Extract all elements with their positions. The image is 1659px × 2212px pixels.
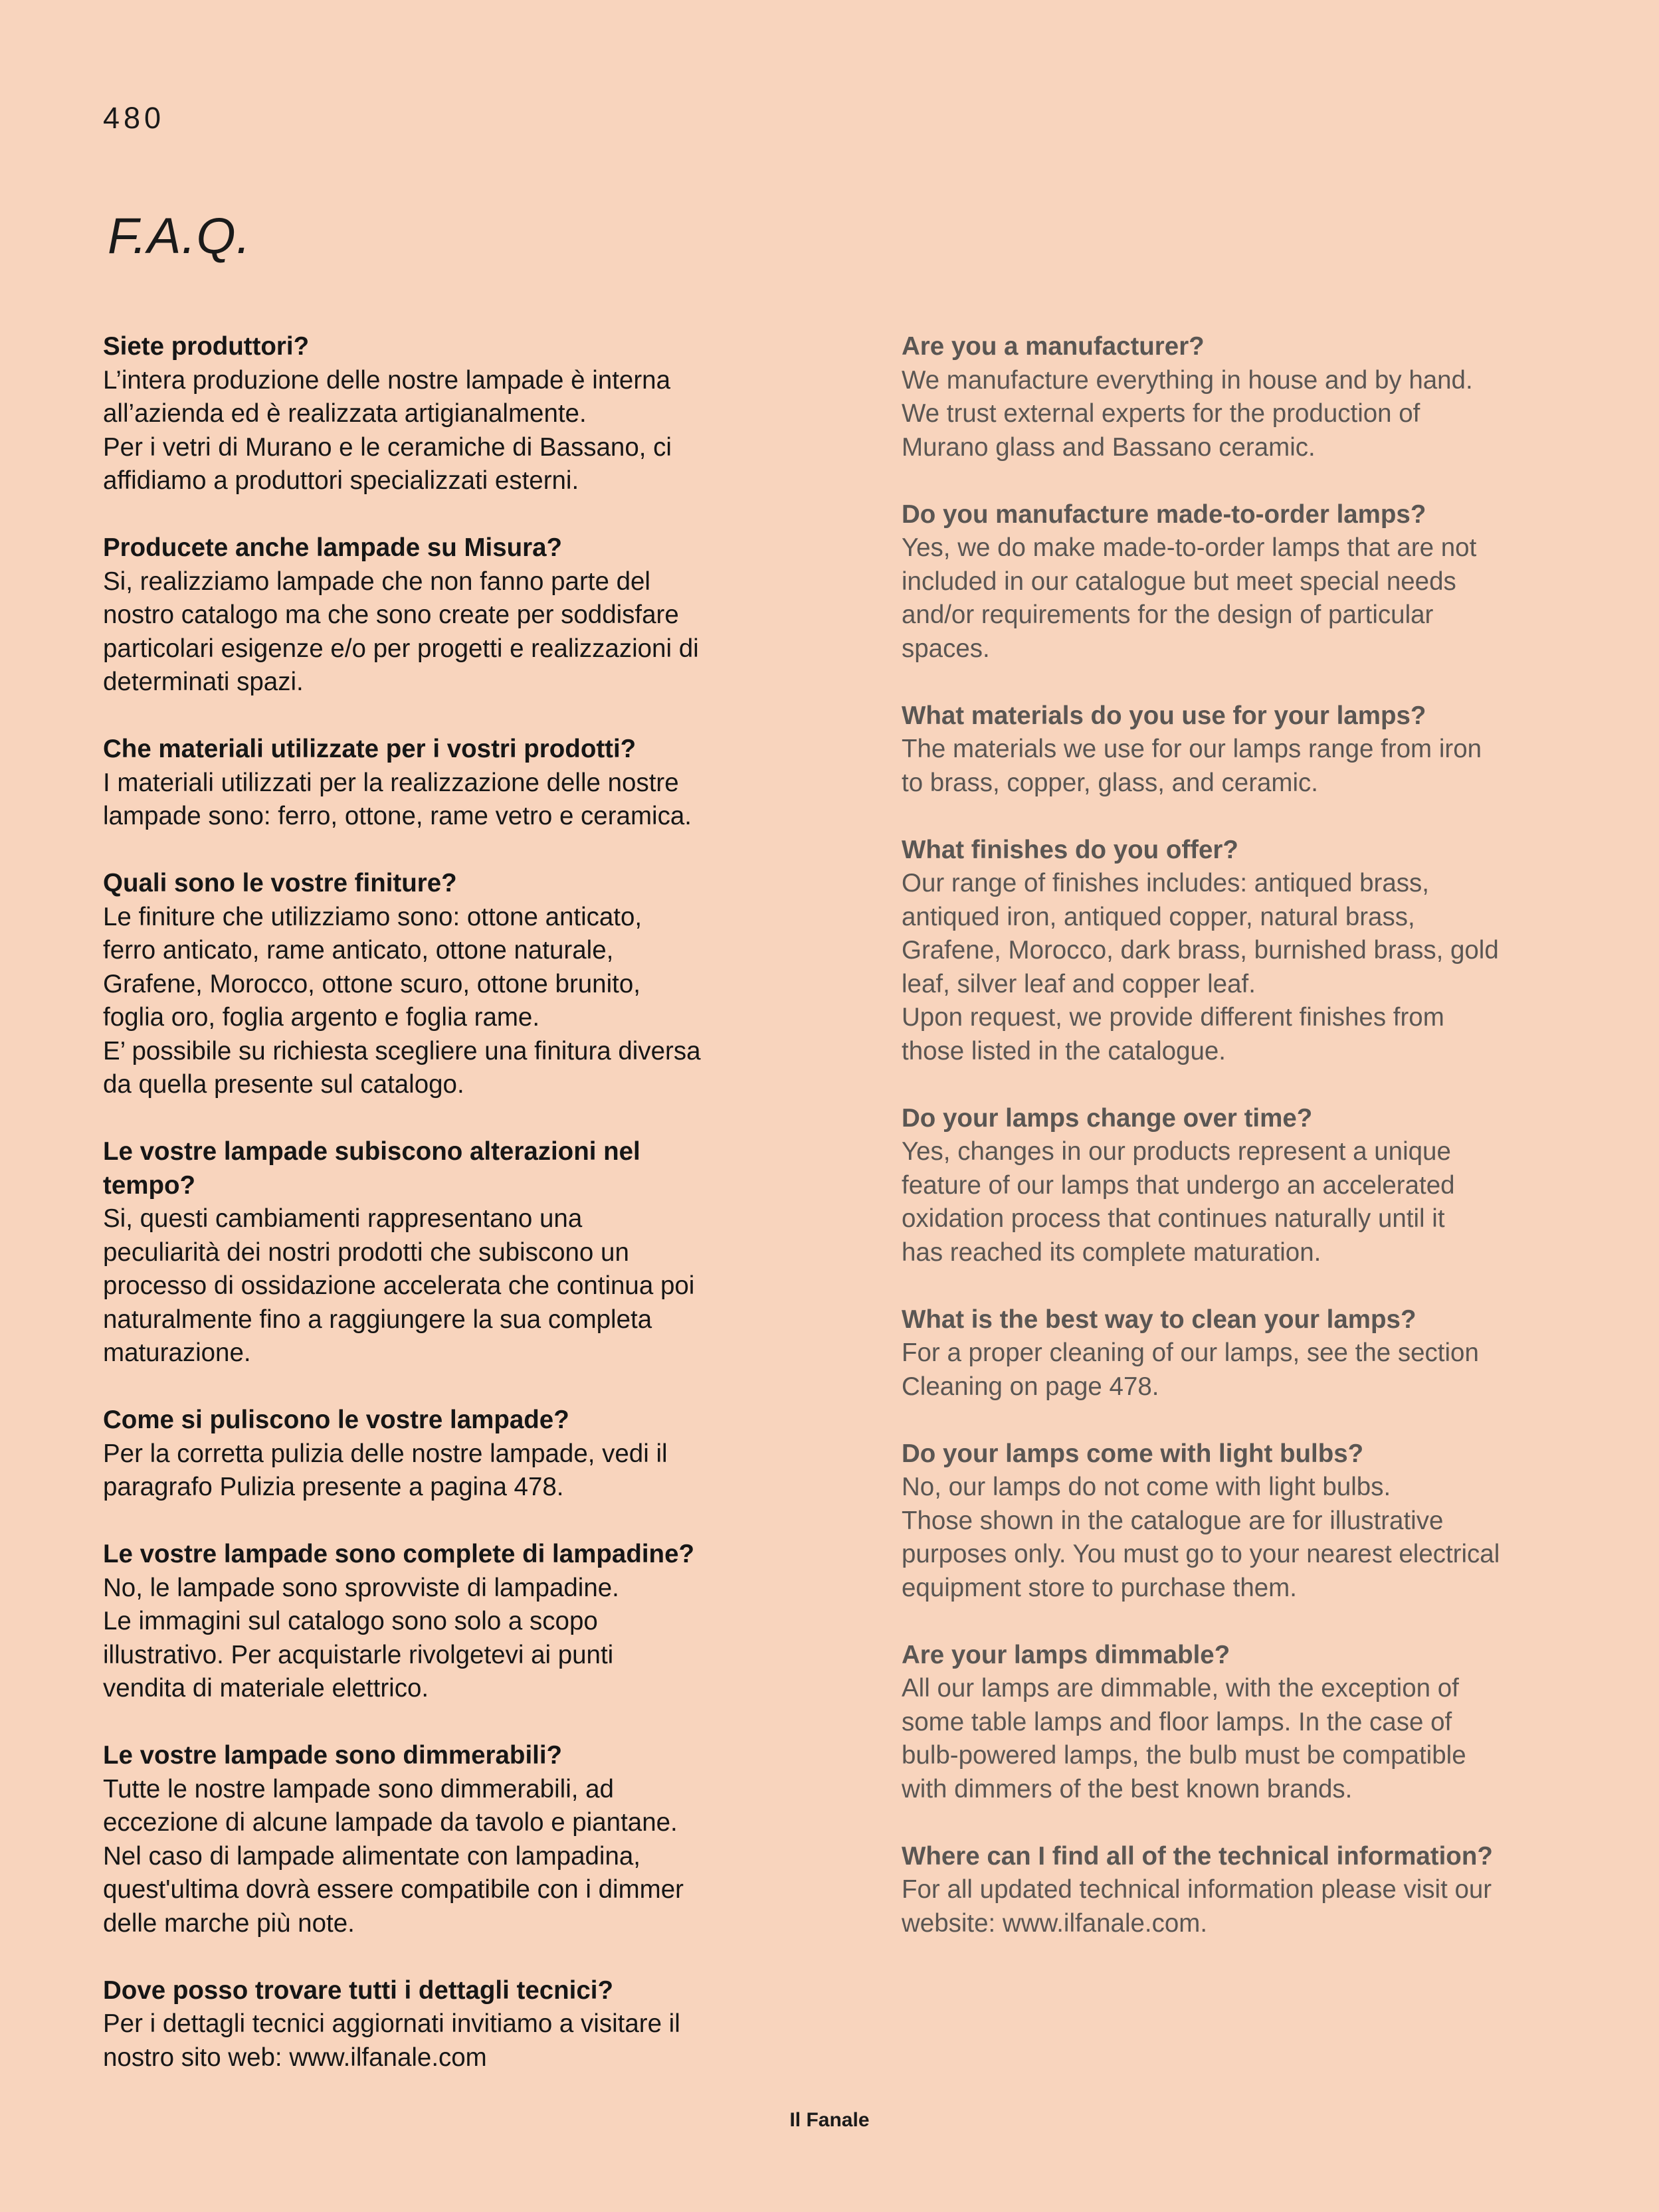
faq-item	[103, 733, 781, 834]
faq-item	[103, 1974, 781, 2075]
faq-question: What finishes do you offer?	[902, 835, 1238, 864]
faq-item	[103, 867, 781, 1102]
faq-item	[902, 834, 1579, 1069]
faq-question: Quali sono le vostre finiture?	[103, 869, 457, 897]
faq-item	[902, 1102, 1579, 1270]
faq-answer: Tutte le nostre lampade sono dimmerabili, ad eccezione di alcune lampade da tavolo e piantane. Nel caso di lampade alimentate con lampadina, quest'ultima dovrà essere compatibile con i dimmer delle marche più note.	[103, 1774, 684, 1938]
faq-item	[103, 330, 781, 498]
faq-question: What materials do you use for your lamps?	[902, 701, 1426, 730]
faq-question: Dove posso trovare tutti i dettagli tecnici?	[103, 1976, 613, 2005]
faq-question: What is the best way to clean your lamps?	[902, 1305, 1416, 1334]
faq-question: Le vostre lampade sono complete di lampadine?	[103, 1540, 694, 1568]
faq-item	[902, 330, 1579, 464]
faq-column-italian	[103, 330, 781, 2108]
faq-item	[902, 699, 1579, 800]
faq-question: Producete anche lampade su Misura?	[103, 533, 563, 562]
faq-item	[902, 1437, 1579, 1606]
faq-item	[103, 1538, 781, 1706]
faq-item	[103, 531, 781, 699]
faq-question: Le vostre lampade sono dimmerabili?	[103, 1741, 563, 1770]
faq-question: Siete produttori?	[103, 332, 310, 361]
faq-answer: I materiali utilizzati per la realizzazione delle nostre lampade sono: ferro, ottone, rame vetro e ceramica.	[103, 768, 692, 830]
faq-answer: No, le lampade sono sprovviste di lampadine. Le immagini sul catalogo sono solo a scopo illustrativo. Per acquistarle rivolgetevi ai punti vendita di materiale elettrico.	[103, 1573, 619, 1703]
faq-answer: L’intera produzione delle nostre lampade è interna all’azienda ed è realizzata artigianalmente. Per i vetri di Murano e le ceramiche di Bassano, ci affidiamo a produttori specializzati esterni.	[103, 365, 672, 495]
faq-item	[902, 1303, 1579, 1404]
faq-question: Come si puliscono le vostre lampade?	[103, 1406, 569, 1434]
faq-answer: Our range of finishes includes: antiqued brass, antiqued iron, antiqued copper, natural brass, Grafene, Morocco, dark brass, burnished brass, gold leaf, silver leaf and copper leaf. Upon request, we provide different finishes from those listed in the catalogue.	[902, 869, 1499, 1065]
faq-answer: All our lamps are dimmable, with the exception of some table lamps and floor lamps. In the case of bulb-powered lamps, the bulb must be compatible with dimmers of the best known brands.	[902, 1674, 1466, 1803]
faq-answer: We manufacture everything in house and by hand. We trust external experts for the production of Murano glass and Bassano ceramic.	[902, 365, 1473, 462]
faq-question: Do your lamps come with light bulbs?	[902, 1439, 1364, 1468]
faq-question: Che materiali utilizzate per i vostri prodotti?	[103, 735, 636, 763]
faq-question: Are you a manufacturer?	[902, 332, 1205, 361]
faq-item	[902, 1639, 1579, 1807]
faq-item	[103, 1739, 781, 1940]
faq-answer: Le finiture che utilizziamo sono: ottone anticato, ferro anticato, rame anticato, ottone naturale, Grafene, Morocco, ottone scuro, ottone brunito, foglia oro, foglia argento e foglia rame. E’ possibile su richiesta scegliere una finitura diversa da quella presente sul catalogo.	[103, 902, 701, 1099]
faq-answer: For all updated technical information please visit our website: www.ilfanale.com.	[902, 1875, 1492, 1938]
page-title: F.A.Q.	[108, 208, 251, 264]
faq-answer: The materials we use for our lamps range from iron to brass, copper, glass, and ceramic.	[902, 735, 1482, 797]
faq-answer: Per la corretta pulizia delle nostre lampade, vedi il paragrafo Pulizia presente a pagina 478.	[103, 1439, 668, 1501]
faq-question: Are your lamps dimmable?	[902, 1640, 1230, 1669]
faq-question: Where can I find all of the technical information?	[902, 1841, 1493, 1871]
faq-question: Le vostre lampade subiscono alterazioni nel tempo?	[103, 1137, 640, 1200]
faq-answer: Per i dettagli tecnici aggiornati invitiamo a visitare il nostro sito web: www.ilfanale.com	[103, 2009, 680, 2072]
faq-answer: No, our lamps do not come with light bulbs. Those shown in the catalogue are for illustrative purposes only. You must go to your nearest electrical equipment store to purchase them.	[902, 1473, 1500, 1602]
footer-brand: Il Fanale	[789, 2109, 870, 2131]
faq-answer: Si, questi cambiamenti rappresentano una peculiarità dei nostri prodotti che subiscono un processo di ossidazione accelerata che continua poi naturalmente fino a raggiungere la sua completa maturazione.	[103, 1204, 695, 1367]
faq-item	[103, 1404, 781, 1505]
faq-question: Do you manufacture made-to-order lamps?	[902, 500, 1426, 529]
faq-item	[902, 498, 1579, 666]
faq-question: Do your lamps change over time?	[902, 1103, 1313, 1133]
faq-answer: Yes, changes in our products represent a unique feature of our lamps that undergo an accelerated oxidation process that continues naturally until it has reached its complete maturation.	[902, 1137, 1455, 1267]
faq-item	[902, 1840, 1579, 1941]
faq-answer: For a proper cleaning of our lamps, see the section Cleaning on page 478.	[902, 1338, 1479, 1401]
faq-column-english	[902, 330, 1579, 1974]
faq-answer: Si, realizziamo lampade che non fanno parte del nostro catalogo ma che sono create per soddisfare particolari esigenze e/o per progetti e realizzazioni di determinati spazi.	[103, 567, 699, 696]
faq-answer: Yes, we do make made-to-order lamps that are not included in our catalogue but meet special needs and/or requirements for the design of particular spaces.	[902, 533, 1477, 663]
page-number: 480	[103, 101, 165, 135]
faq-item	[103, 1135, 781, 1370]
